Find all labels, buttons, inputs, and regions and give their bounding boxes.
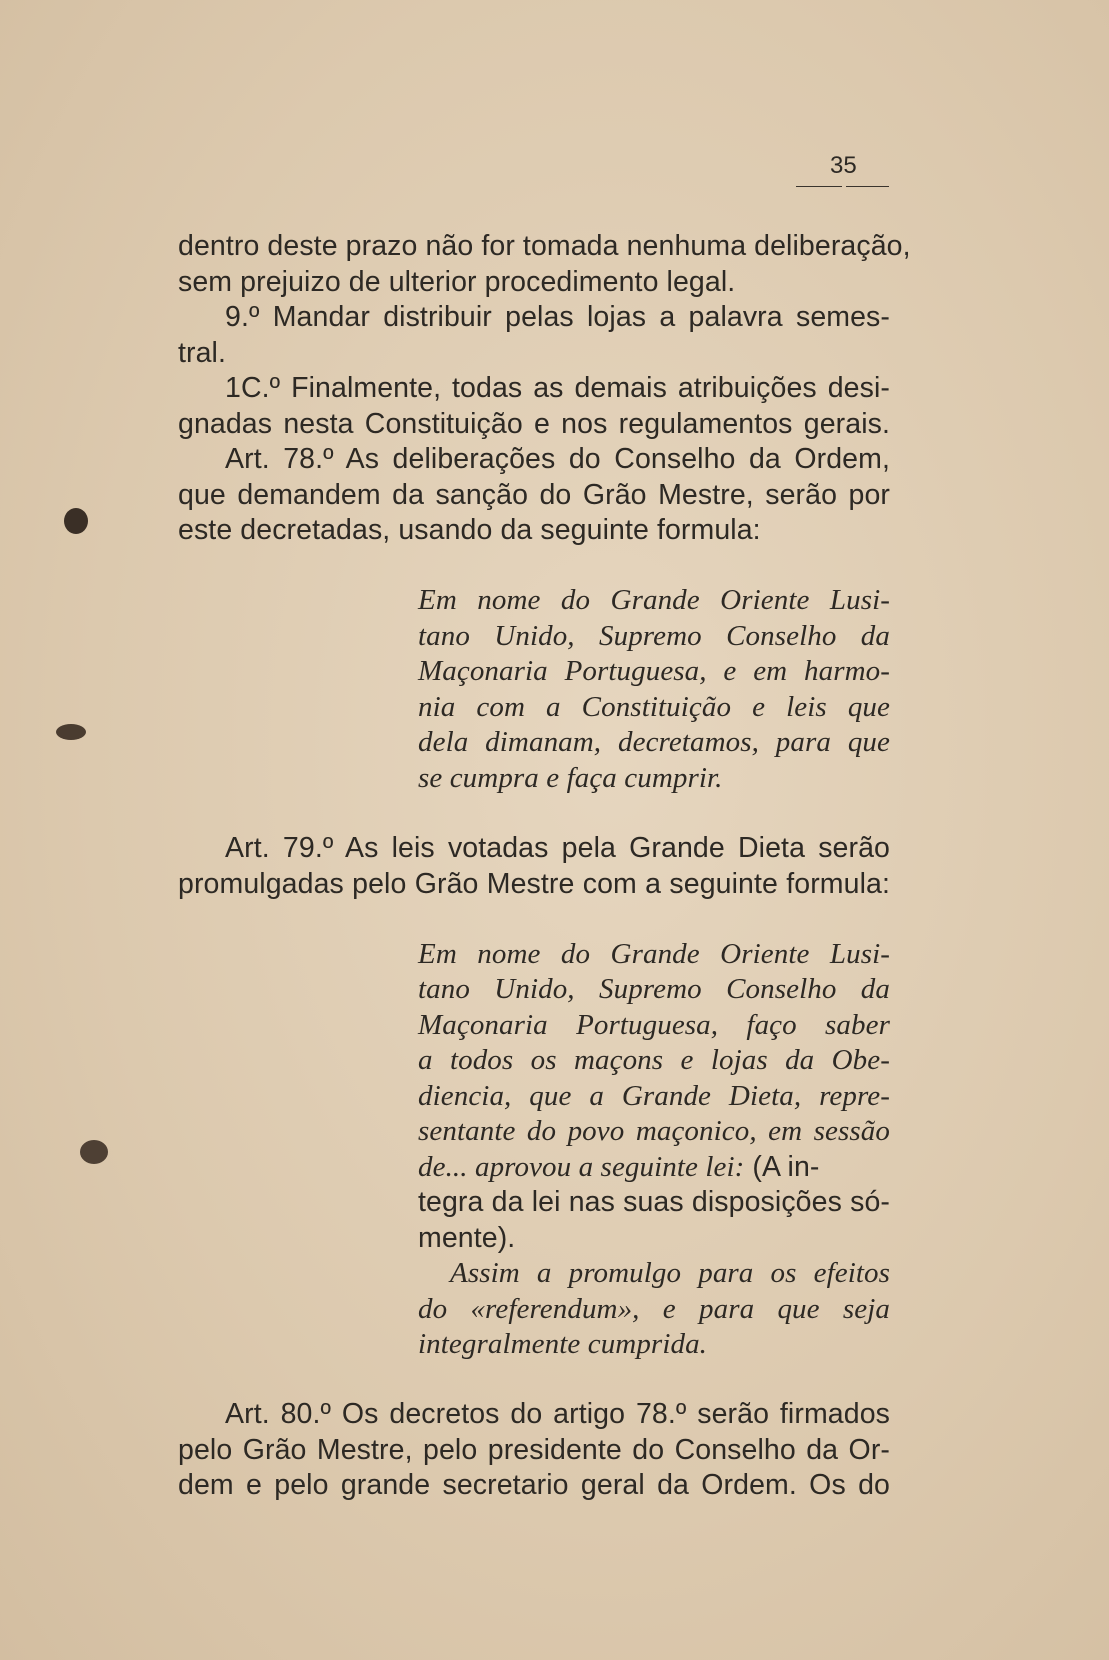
art-79-line: Art. 79.º As leis votadas pela Grande Dieta serão [225,832,890,864]
art-80-line: dem e pelo grande secretario geral da Ordem. Os do [178,1469,890,1501]
formula-2-italic-part: de... aprovou a seguinte lei: [418,1151,745,1183]
art-78-line: que demandem da sanção do Grão Mestre, serão por [178,479,890,511]
binding-hole-mark [56,724,86,740]
item-10-line: 1C.º Finalmente, todas as demais atribuições desi- [225,372,890,404]
formula-1-line: nia com a Constituição e leis que [418,691,890,723]
binding-hole-mark [64,508,88,534]
art-78-line: este decretadas, usando da seguinte formula: [178,514,761,546]
formula-2-line: a todos os maçons e lojas da Obe- [418,1044,890,1076]
formula-2-line: Maçonaria Portuguesa, faço saber [418,1009,890,1041]
formula-2-closing-line: do «referendum», e para que seja [418,1293,890,1325]
formula-1-line: se cumpra e faça cumprir. [418,762,723,794]
item-9-line: tral. [178,337,227,369]
formula-2-line: Em nome do Grande Oriente Lusi- [418,938,890,970]
item-9-line: 9.º Mandar distribuir pelas lojas a palavra semes- [225,301,890,333]
art-79-line: promulgadas pelo Grão Mestre com a seguinte formula: [178,868,890,900]
formula-2-line: tano Unido, Supremo Conselho da [418,973,890,1005]
formula-2-line: sentante do povo maçonico, em sessão [418,1115,890,1147]
art-80-line: Art. 80.º Os decretos do artigo 78.º serão firmados [225,1398,890,1430]
item-10-line: gnadas nesta Constituição e nos regulamentos gerais. [178,408,890,440]
formula-2-closing-line: integralmente cumprida. [418,1328,708,1360]
formula-2-line: tegra da lei nas suas disposições só- [418,1186,890,1218]
page-number: 35 [830,152,857,179]
formula-2-line: mente). [418,1222,516,1254]
formula-2-closing-line: Assim a promulgo para os efeitos [450,1257,890,1289]
formula-1-line: Maçonaria Portuguesa, e em harmo- [418,655,890,687]
header-rule-right [846,186,889,187]
formula-1-line: tano Unido, Supremo Conselho da [418,620,890,652]
binding-hole-mark [80,1140,108,1164]
formula-2-mixed-line [418,1149,890,1185]
body-line: dentro deste prazo não for tomada nenhuma deliberação, [178,230,911,262]
formula-1-line: Em nome do Grande Oriente Lusi- [418,584,890,616]
art-78-line: Art. 78.º As deliberações do Conselho da Ordem, [225,443,890,475]
formula-2-roman-part: (A in- [744,1151,820,1183]
header-rule-left [796,186,842,187]
art-80-line: pelo Grão Mestre, pelo presidente do Conselho da Or- [178,1434,890,1466]
formula-2-line: diencia, que a Grande Dieta, repre- [418,1080,890,1112]
body-line: sem prejuizo de ulterior procedimento legal. [178,266,736,298]
formula-1-line: dela dimanam, decretamos, para que [418,726,890,758]
